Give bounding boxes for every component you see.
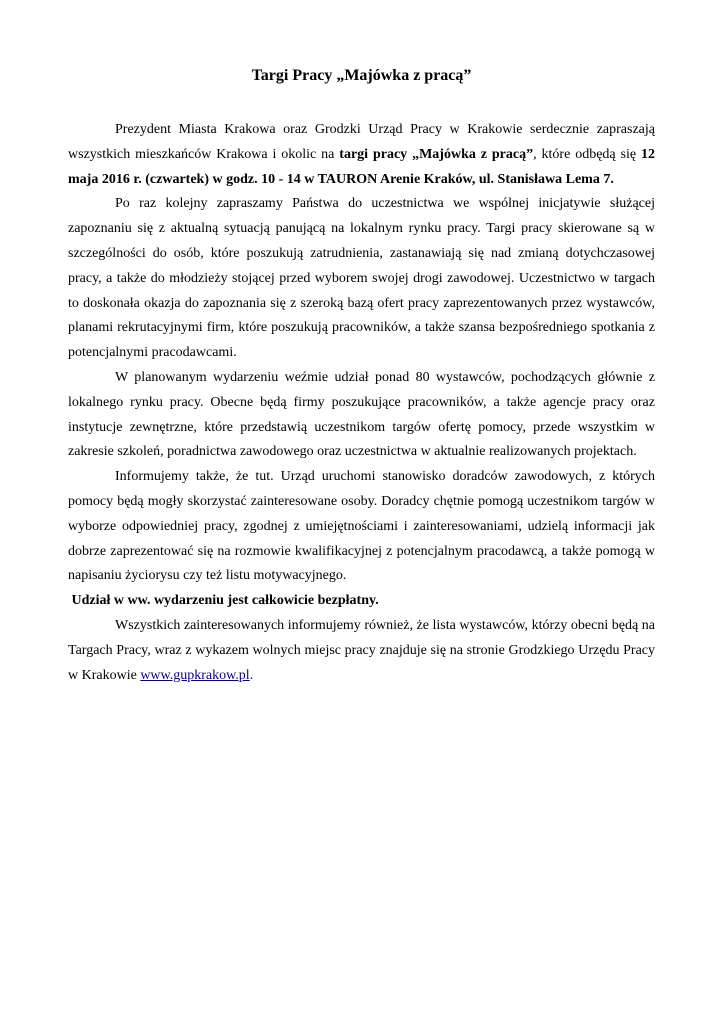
sentence-end: . [249,667,254,683]
event-details: 12 maja 2016 r. (czwartek) w godz. 10 - 14 w TAURON Arenie Kraków, ul. Stanisława Lema 7. [68,146,655,187]
event-name: targi pracy „Majówka z pracą” [339,146,534,162]
paragraph-advisors: Informujemy także, że tut. Urząd uruchomi stanowisko doradców zawodowych, z których pomocy będą mogły skorzystać zainteresowane osoby. Doradcy chętnie pomogą uczestnikom targów w wyborze odpowiedniej pracy, zgodnej z umiejętnościami i zainteresowaniami, udzielą informacji jak dobrze zaprezentować się na rozmowie kwalifikacyjnej z potencjalnym pracodawcą, a także pomogą w napisaniu życiorysu czy też listu motywacyjnego. [68,469,655,584]
gup-website-link[interactable]: www.gupkrakow.pl [140,667,250,683]
paragraph-initiative: Po raz kolejny zapraszamy Państwa do uczestnictwa we wspólnej inicjatywie służącej zapoznaniu się z aktualną sytuacją panującą na lokalnym rynku pracy. Targi pracy skierowane są w szczególności do osób, które poszukują zatrudnienia, zastanawiają się nad zmianą dotychczasowej pracy, a także do młodzieży stojącej przed wyborem swojej drogi zawodowej. Uczestnictwo w targach to doskonała okazja do zapoznania się z szeroką bazą ofert pracy zaprezentowanych przez wystawców, planami rekrutacyjnymi firm, które poszukują pracowników, a także szansa bezpośredniego spotkania z potencjalnymi pracodawcami. [68,196,655,361]
invitation-connector: , które odbędą się [533,146,641,162]
free-notice-text: Udział w ww. wydarzeniu jest całkowicie bezpłatny. [71,593,379,609]
exhibitor-list-text: Wszystkich zainteresowanych informujemy również, że lista wystawców, którzy obecni będą na Targach Pracy, wraz z wykazem wolnych miejsc pracy znajduje się na stronie Grodzkiego Urzędu Pracy w Krakowie [68,617,655,683]
invitation-text: Prezydent Miasta Krakowa oraz Grodzki Urząd Pracy w Krakowie serdecznie zapraszają wszystkich mieszkańców Krakowa i okolic na [68,122,655,162]
paragraph-exhibitor-list [68,614,655,688]
free-notice [68,589,655,614]
page-title: Targi Pracy „Majówka z pracą” [251,67,472,84]
paragraph-invitation [68,118,655,192]
paragraph-exhibitors: W planowanym wydarzeniu weźmie udział ponad 80 wystawców, pochodzących głównie z lokalnego rynku pracy. Obecne będą firmy poszukujące pracowników, a także agencje pracy oraz instytucje zewnętrzne, które przedstawią uczestnikom targów ofertę pomocy, przede wszystkim w zakresie szkoleń, poradnictwa zawodowego oraz uczestnictwa w aktualnie realizowanych projektach. [68,369,655,460]
document-body [68,118,655,688]
